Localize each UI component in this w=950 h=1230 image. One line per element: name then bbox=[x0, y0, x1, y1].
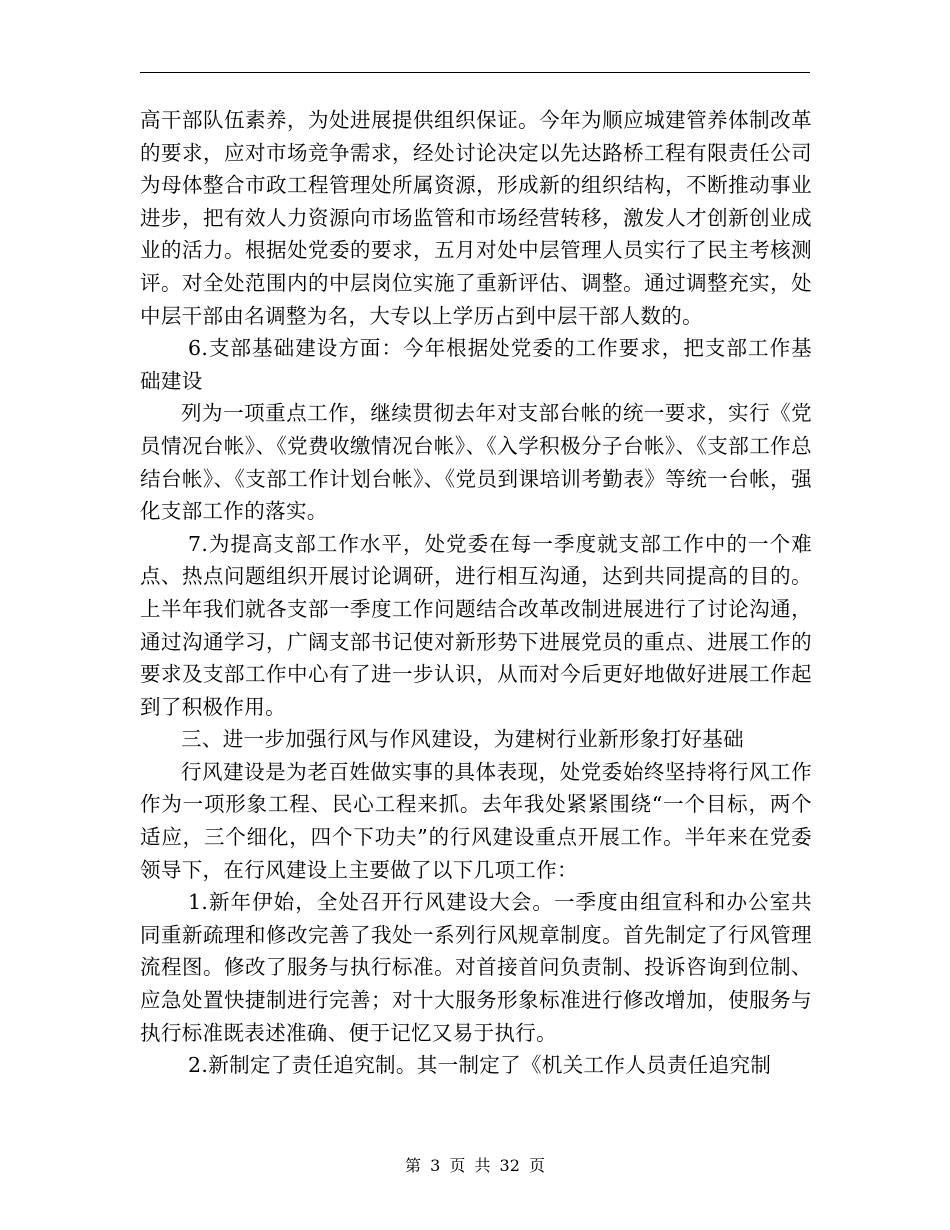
paragraph-conduct-item-2: 2.新制定了责任追究制。其一制定了《机关工作人员责任追究制 bbox=[188, 1053, 772, 1078]
document-body bbox=[140, 104, 812, 1082]
paragraph-item-6-heading: 6.支部基础建设方面：今年根据处党委的工作要求，把支部工作基础建设 bbox=[140, 336, 812, 393]
paragraph-item-7: 7.为提高支部工作水平，处党委在每一季度就支部工作中的一个难点、热点问题组织开展讨论调研，进行相互沟通，达到共同提高的目的。上半年我们就各支部一季度工作问题结合改革改制进展进行了讨论沟通，通过沟通学习，广阔支部书记使对新形势下进展党员的重点、进展工作的要求及支部工作中心有了进一步认识，从而对今后更好地做好进展工作起到了积极作用。 bbox=[140, 531, 812, 719]
header-rule bbox=[140, 72, 810, 73]
paragraph-conduct-intro: 行风建设是为老百姓做实事的具体表现，处党委始终坚持将行风工作作为一项形象工程、民心工程来抓。去年我处紧紧围绕“一个目标，两个适应，三个细化，四个下功夫”的行风建设重点开展工作。半年来在党委领导下，在行风建设上主要做了以下几项工作： bbox=[140, 759, 812, 882]
paragraph-item-6-body: 列为一项重点工作，继续贯彻去年对支部台帐的统一要求，实行《党员情况台帐》、《党费收缴情况台帐》、《入学积极分子台帐》、《支部工作总结台帐》、《支部工作计划台帐》、《党员到课培训考勤表》等统一台帐，强化支部工作的落实。 bbox=[140, 401, 812, 524]
page-footer: 第 3 页 共 32 页 bbox=[405, 1156, 545, 1175]
paragraph-cadre-adjustment: 高干部队伍素养，为处进展提供组织保证。今年为顺应城建管养体制改革的要求，应对市场竞争需求，经处讨论决定以先达路桥工程有限责任公司为母体整合市政工程管理处所属资源，形成新的组织结构，不断推动事业进步，把有效人力资源向市场监管和市场经营转移，激发人才创新创业成业的活力。根据处党委的要求，五月对处中层管理人员实行了民主考核测评。对全处范围内的中层岗位实施了重新评估、调整。通过调整充实，处中层干部由名调整为名，大专以上学历占到中层干部人数的。 bbox=[140, 108, 812, 328]
section-heading-three: 三、进一步加强行风与作风建设，为建树行业新形象打好基础 bbox=[181, 727, 744, 752]
paragraph-conduct-item-1: 1.新年伊始，全处召开行风建设大会。一季度由组宣科和办公室共同重新疏理和修改完善了我处一系列行风规章制度。首先制定了行风管理流程图。修改了服务与执行标准。对首接首问负责制、投诉咨询到位制、应急处置快捷制进行完善；对十大服务形象标准进行修改增加，使服务与执行标准既表述准确、便于记忆又易于执行。 bbox=[140, 890, 812, 1045]
